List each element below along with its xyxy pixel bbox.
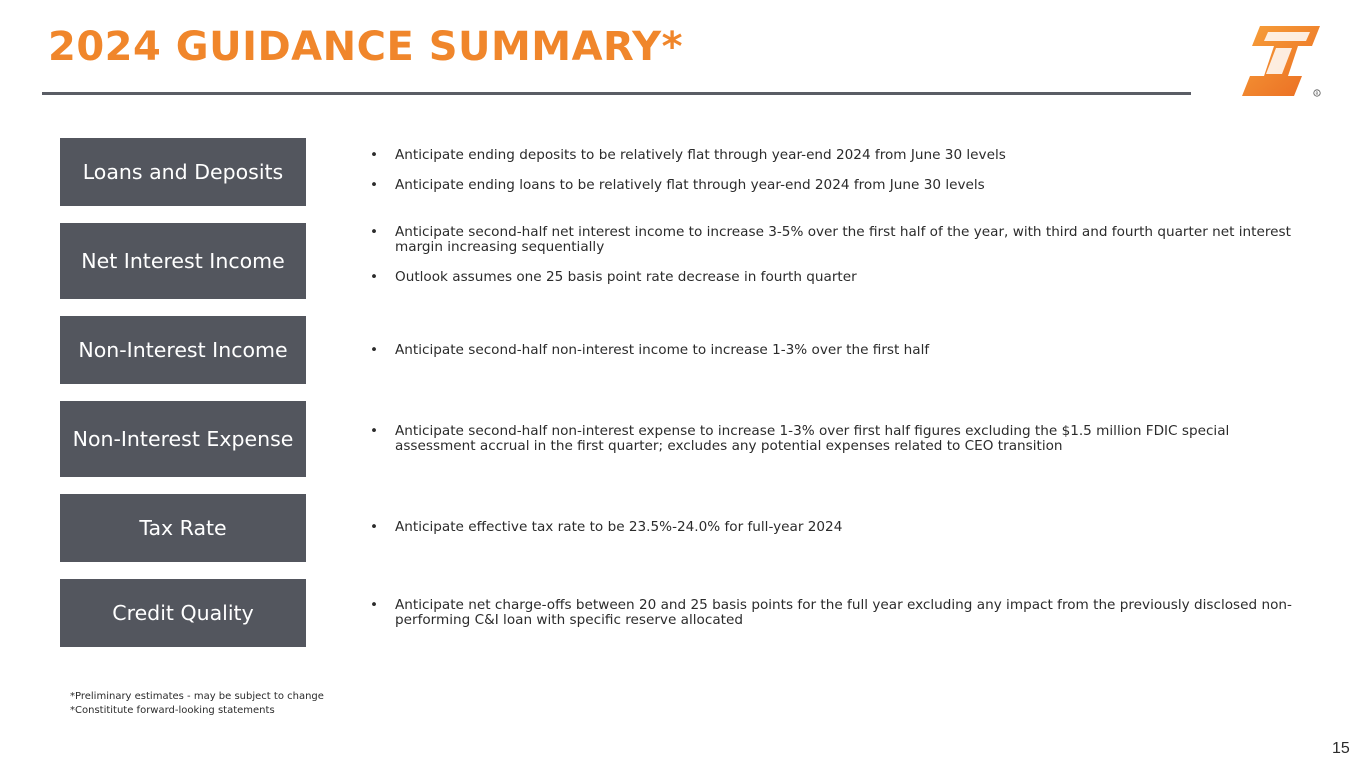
bullet-glyph: • — [370, 423, 379, 439]
bullet-item: • Outlook assumes one 25 basis point rate decrease in fourth quarter — [370, 269, 857, 285]
bullet-list-loans-and-deposits — [370, 148, 1300, 193]
category-box-net-interest-income: Net Interest Income — [60, 223, 306, 299]
category-box-non-interest-expense: Non-Interest Expense — [60, 401, 306, 477]
bullet-list-tax-rate — [370, 520, 1300, 535]
category-box-loans-and-deposits: Loans and Deposits — [60, 138, 306, 206]
bullet-item: • Anticipate ending deposits to be relatively flat through year-end 2024 from June 30 levels — [370, 147, 1006, 163]
bullet-item: • Anticipate second-half non-interest expense to increase 1-3% over first half figures excluding the $1.5 million FDIC special assessment accrual in the first quarter; excludes any potential expenses related to CEO transition — [370, 423, 1230, 454]
bullet-item: • Anticipate effective tax rate to be 23.5%-24.0% for full-year 2024 — [370, 519, 843, 535]
footnote-forward-looking: *Constititute forward-looking statements — [70, 705, 275, 716]
bullet-item: • Anticipate second-half net interest income to increase 3-5% over the first half of the year, with third and fourth quarter net interest margin increasing sequentially — [370, 224, 1291, 255]
page-number: 15 — [1332, 740, 1350, 757]
title-divider — [42, 92, 1191, 95]
bullet-glyph: • — [370, 177, 379, 193]
bullet-item: • Anticipate second-half non-interest income to increase 1-3% over the first half — [370, 342, 930, 358]
bullet-glyph: • — [370, 519, 379, 535]
category-box-tax-rate: Tax Rate — [60, 494, 306, 562]
bullet-item: • Anticipate ending loans to be relatively flat through year-end 2024 from June 30 levels — [370, 177, 985, 193]
first-interstate-logo-icon — [1240, 24, 1324, 98]
bullet-list-credit-quality — [370, 598, 1300, 628]
footnote-preliminary: *Preliminary estimates - may be subject to change — [70, 691, 324, 702]
bullet-glyph: • — [370, 342, 379, 358]
bullet-item: • Anticipate net charge-offs between 20 and 25 basis points for the full year excluding any impact from the previously disclosed non-performing C&I loan with specific reserve allocated — [370, 597, 1292, 628]
category-box-non-interest-income: Non-Interest Income — [60, 316, 306, 384]
footnotes — [70, 690, 324, 718]
bullet-list-net-interest-income — [370, 225, 1300, 285]
bullet-glyph: • — [370, 597, 379, 613]
slide-title: 2024 GUIDANCE SUMMARY* — [48, 24, 684, 70]
bullet-glyph: • — [370, 147, 379, 163]
bullet-glyph: • — [370, 224, 379, 240]
svg-text:R: R — [1315, 91, 1319, 96]
bullet-list-non-interest-income — [370, 343, 1300, 358]
bullet-glyph: • — [370, 269, 379, 285]
bullet-list-non-interest-expense — [370, 424, 1300, 454]
category-box-credit-quality: Credit Quality — [60, 579, 306, 647]
